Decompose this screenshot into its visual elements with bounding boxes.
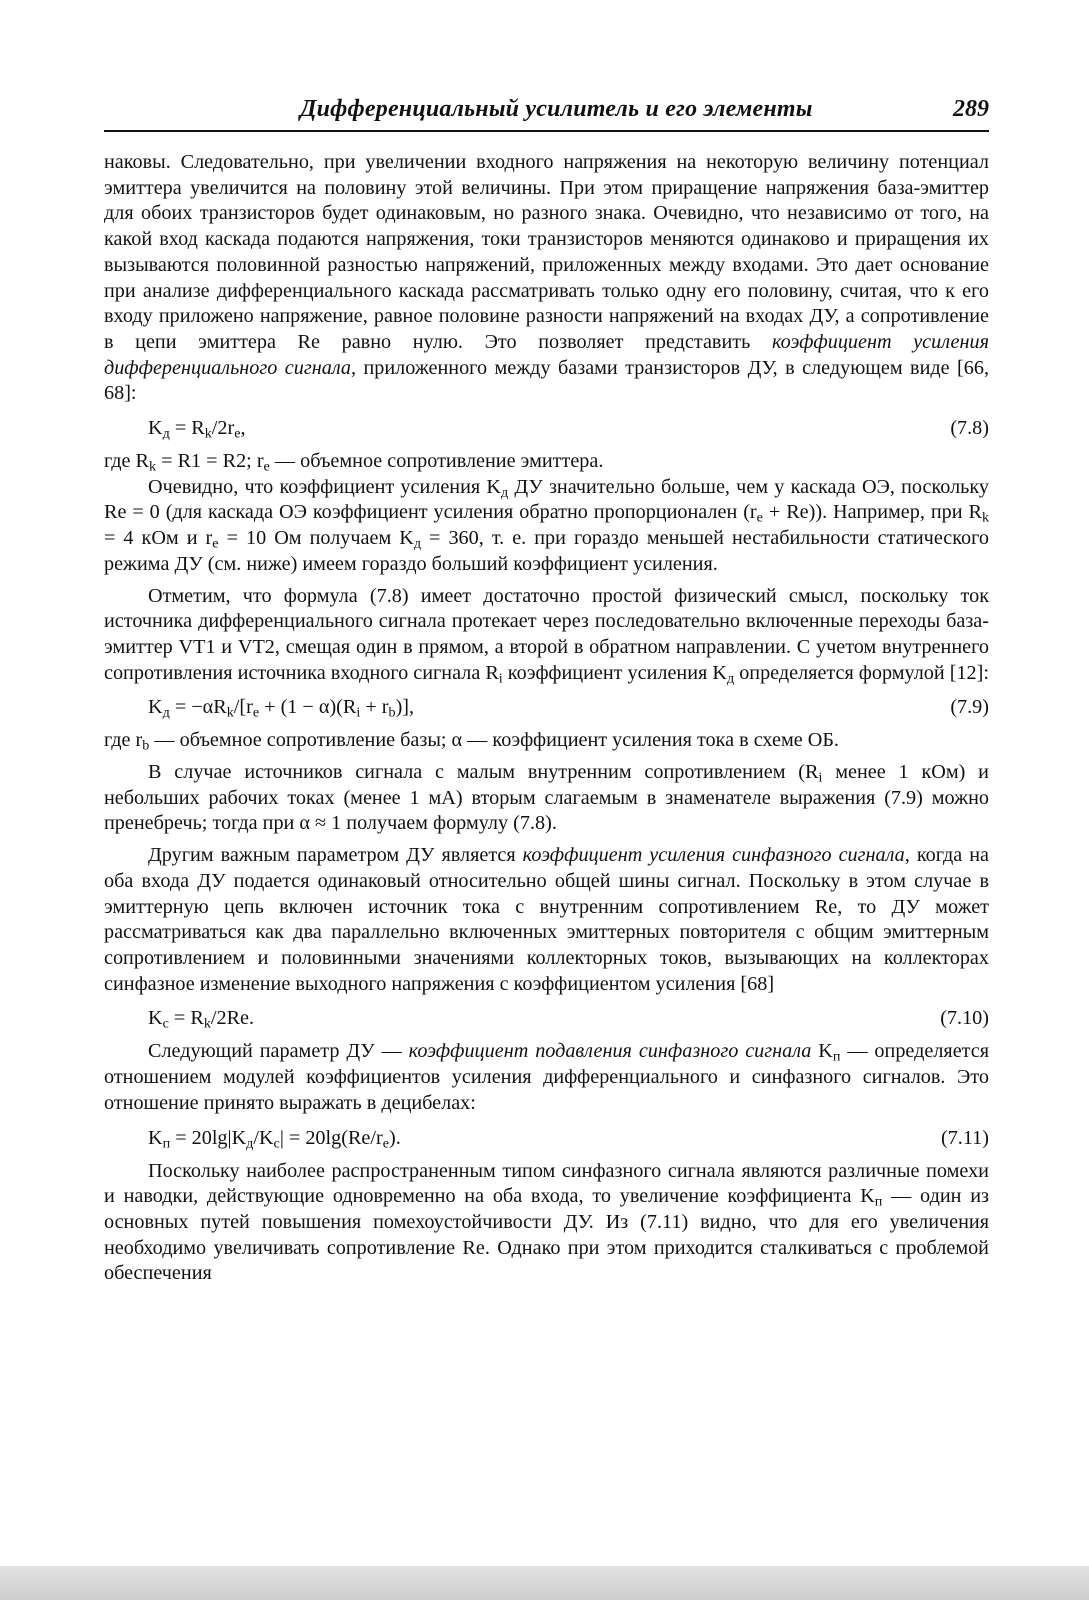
formula-7-9 <box>104 694 989 720</box>
term-diff-gain: коэффициент усиления дифференциального сигнала <box>104 330 989 379</box>
paragraph-1: наковы. Следовательно, при увеличении входного напряжения на некоторую величину потенциал эмиттера увеличится на половину этой величины. При этом приращение напряжения база-эмиттер для обоих транзисторов будет одинаковым, но разного знака. Очевидно, что независимо от того, на какой вход каскада подаются напряжения, токи транзисторов меняются одинаково и приращения их вызываются половинной разностью напряжений, приложенных между входами. Это дает основание при анализе дифференциального каскада рассматривать только одну его половину, считая, что к его входу приложено напряжение, равное половине разности напряжений на входах ДУ, а сопротивление в цепи эмиттера Re равно нулю. Это позволяет представить коэффициент усиления дифференциального сигнала, приложенного между базами транзисторов ДУ, в следующем виде [66, 68]: <box>104 151 990 405</box>
term-common-mode-gain: коэффициент усиления синфазного сигнала <box>522 844 905 867</box>
formula-number: (7.9) <box>950 696 989 719</box>
paragraph-6: В случае источников сигнала с малым внутренним сопротивлением ($R_i$ менее 1 кОм) и небольших рабочих токах (менее 1 мА) вторым слагаемым в знаменателе выражения (7.9) можно пренебречь; тогда при α ≈ 1 получаем формулу (7.8). <box>104 761 989 835</box>
paragraph-5: где $r_b$ — объемное сопротивление базы; α — коэффициент усиления тока в схеме ОБ. <box>104 729 839 754</box>
paragraph-9: Поскольку наиболее распространенным типом синфазного сигнала являются различные помехи и наводки, действующие одновременно на оба входа, то увеличение коэффициента $K_п$ — один из основных путей повышения помехоустойчивости ДУ. Из (7.11) видно, что для его увеличения необходимо увеличивать сопротивление Re. Однако при этом приходится сталкиваться с проблемой обеспечения <box>104 1159 989 1285</box>
paragraph-4: Отметим, что формула (7.8) имеет достаточно простой физический смысл, поскольку ток источника дифференциального сигнала протекает через последовательно включенные переходы база-эмиттер VT1 и VT2, смещая один в прямом, а второй в обратном направлении. С учетом внутреннего сопротивления источника входного сигнала $R_i$ коэффициент усиления $K_д$ определяется формулой [12]: <box>104 584 989 687</box>
formula-7-10 <box>104 1005 989 1031</box>
formula-body: $K_п = 20\lg|K_д/K_c| = 20\lg(Re/r_e)$. <box>148 1126 401 1152</box>
formula-number: (7.8) <box>950 417 989 440</box>
page-body <box>104 150 989 1287</box>
formula-number: (7.10) <box>940 1007 989 1030</box>
paragraph-8: Следующий параметр ДУ — коэффициент подавления синфазного сигнала $K_п$ — определяется отношением модулей коэффициентов усиления дифференциального и синфазного сигналов. Это отношение принято выражать в децибелах: <box>104 1040 989 1114</box>
formula-body: $K_д = R_k/2r_e$, <box>148 417 246 442</box>
term-cmrr: коэффициент подавления синфазного сигнала <box>408 1040 812 1063</box>
header-rule <box>104 130 989 132</box>
running-header-title: Дифференциальный усилитель и его элементы <box>300 96 813 122</box>
formula-7-11 <box>104 1125 989 1151</box>
formula-7-8 <box>104 415 989 441</box>
paragraph-7: Другим важным параметром ДУ является коэффициент усиления синфазного сигнала, когда на оба входа ДУ подается одинаковый относительно общей шины сигнал. Поскольку в этом случае в эмиттерную цепь включен источник тока с внутренним сопротивлением Re, то ДУ может рассматриваться как два параллельно включенных эмиттерных повторителя с общим эмиттерным сопротивлением и половинными значениями коллекторных токов, вызывающих на коллекторах синфазное изменение выходного напряжения с коэффициентом усиления [68] <box>104 844 989 995</box>
formula-body: $K_д = -\alpha R_k/[r_e + (1 - \alpha)(R_i + r_b)]$, <box>148 696 415 721</box>
formula-number: (7.11) <box>940 1126 989 1149</box>
formula-body: $K_c = R_k/2Re$. <box>148 1007 255 1032</box>
paragraph-2: где $R_k = R1 = R2$; $r_e$ — объемное сопротивление эмиттера. <box>104 450 604 475</box>
scan-edge-strip <box>0 1566 1089 1600</box>
paragraph-3: Очевидно, что коэффициент усиления $K_д$ ДУ значительно больше, чем у каскада ОЭ, поскольку Re = 0 (для каскада ОЭ коэффициент усиления обратно пропорционален $(r_e + Re)$). Например, при $R_k = 4$ кОм и $r_e = 10$ Ом получаем $K_д = 360$, т. е. при гораздо меньшей нестабильности статического режима ДУ (см. ниже) имеем гораздо больший коэффициент усиления. <box>104 475 989 575</box>
page-number: 289 <box>953 96 989 122</box>
